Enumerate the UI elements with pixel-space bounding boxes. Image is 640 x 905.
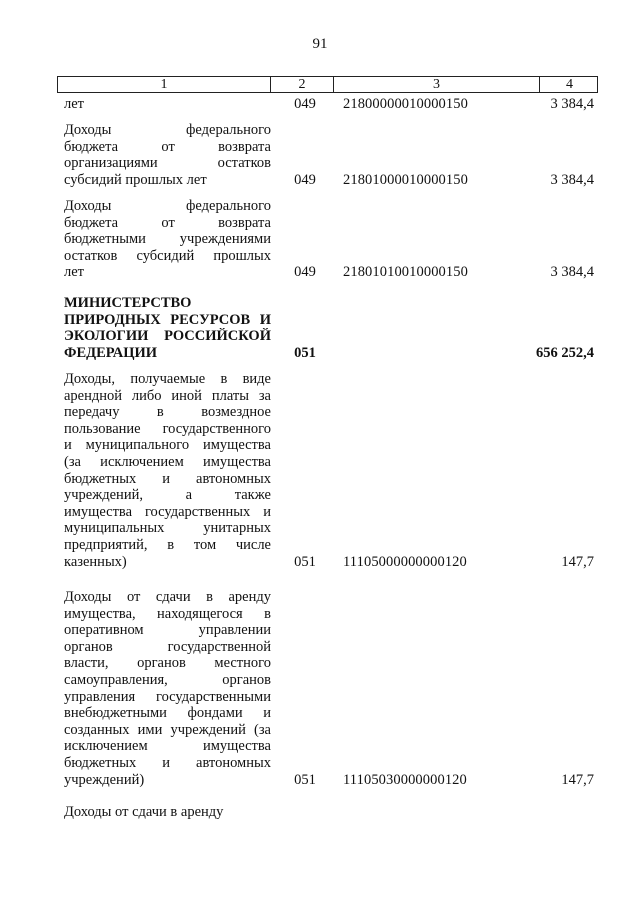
description-line: бюджетных и автономных <box>64 470 271 487</box>
description-line: управления государственными <box>64 688 271 705</box>
row-amount: 3 384,4 <box>550 264 594 281</box>
column-header-2: 2 <box>271 77 334 92</box>
row-admin-code: 051 <box>294 553 316 570</box>
row-admin-code: 049 <box>294 96 316 112</box>
description-line: бюджета от возврата <box>64 138 271 155</box>
description-line: учреждений) <box>64 771 145 788</box>
row-classification-code: 21801000010000150 <box>343 171 468 188</box>
description-line: МИНИСТЕРСТВО <box>64 295 192 311</box>
description-line: предприятий, в том числе <box>64 536 271 553</box>
description-line: власти, органов местного <box>64 655 271 672</box>
row-admin-code: 049 <box>294 264 316 281</box>
page-number: 91 <box>312 36 328 52</box>
description-line: имущества, находящегося в <box>64 605 271 622</box>
description-line: созданных ими учреждений (за <box>64 721 271 738</box>
description-line: внебюджетными фондами и <box>64 705 271 722</box>
description-line: бюджета от возврата <box>64 214 271 231</box>
description-line: ФЕДЕРАЦИИ <box>64 344 158 361</box>
description-line: исключением имущества <box>64 738 271 755</box>
row-description <box>64 96 271 113</box>
description-line: ЭКОЛОГИИ РОССИЙСКОЙ <box>64 328 271 345</box>
description-line: Доходы от сдачи в аренду <box>64 589 271 605</box>
description-line: органов государственной <box>64 638 271 655</box>
column-header-3: 3 <box>334 77 540 92</box>
description-line: организациями остатков <box>64 155 271 172</box>
row-description <box>64 122 271 188</box>
row-description <box>64 589 271 788</box>
description-line: лет <box>64 264 85 281</box>
row-amount: 147,7 <box>561 771 594 788</box>
description-line: пользование государственного <box>64 420 271 437</box>
description-line: бюджетных и автономных <box>64 754 271 771</box>
row-classification-code: 21801010010000150 <box>343 264 468 281</box>
description-line: имущества государственных и <box>64 503 271 520</box>
row-admin-code: 051 <box>294 771 316 788</box>
row-description <box>64 371 271 570</box>
description-line: лет <box>64 96 85 112</box>
row-admin-code: 049 <box>294 171 316 188</box>
description-line: Доходы федерального <box>64 122 271 138</box>
row-amount: 3 384,4 <box>550 96 594 112</box>
description-line: самоуправления, органов <box>64 671 271 688</box>
row-admin-code: 051 <box>294 344 316 361</box>
description-line: Доходы, получаемые в виде <box>64 371 271 387</box>
row-amount: 147,7 <box>561 553 594 570</box>
description-line: ПРИРОДНЫХ РЕСУРСОВ И <box>64 311 271 328</box>
row-amount: 656 252,4 <box>536 344 594 361</box>
table-header <box>57 76 598 93</box>
description-line: арендной либо иной платы за <box>64 387 271 404</box>
row-amount: 3 384,4 <box>550 171 594 188</box>
description-line: казенных) <box>64 553 127 570</box>
column-header-1: 1 <box>58 77 271 92</box>
description-line: муниципальных унитарных <box>64 520 271 537</box>
row-classification-code: 21800000010000150 <box>343 96 468 112</box>
description-line: остатков субсидий прошлых <box>64 247 271 264</box>
description-line: бюджетными учреждениями <box>64 231 271 248</box>
description-line: (за исключением имущества <box>64 453 271 470</box>
row-description <box>64 295 271 361</box>
description-line: учреждений, а также <box>64 487 271 504</box>
row-description <box>64 198 271 281</box>
row-classification-code: 11105030000000120 <box>343 771 467 788</box>
description-line: субсидий прошлых лет <box>64 171 207 188</box>
description-line: Доходы федерального <box>64 198 271 214</box>
row-description <box>64 804 271 821</box>
row-classification-code: 11105000000000120 <box>343 553 467 570</box>
description-line: оперативном управлении <box>64 622 271 639</box>
column-header-4: 4 <box>566 77 573 92</box>
description-line: передачу в возмездное <box>64 404 271 421</box>
description-line: Доходы от сдачи в аренду <box>64 804 224 820</box>
description-line: и муниципального имущества <box>64 437 271 454</box>
